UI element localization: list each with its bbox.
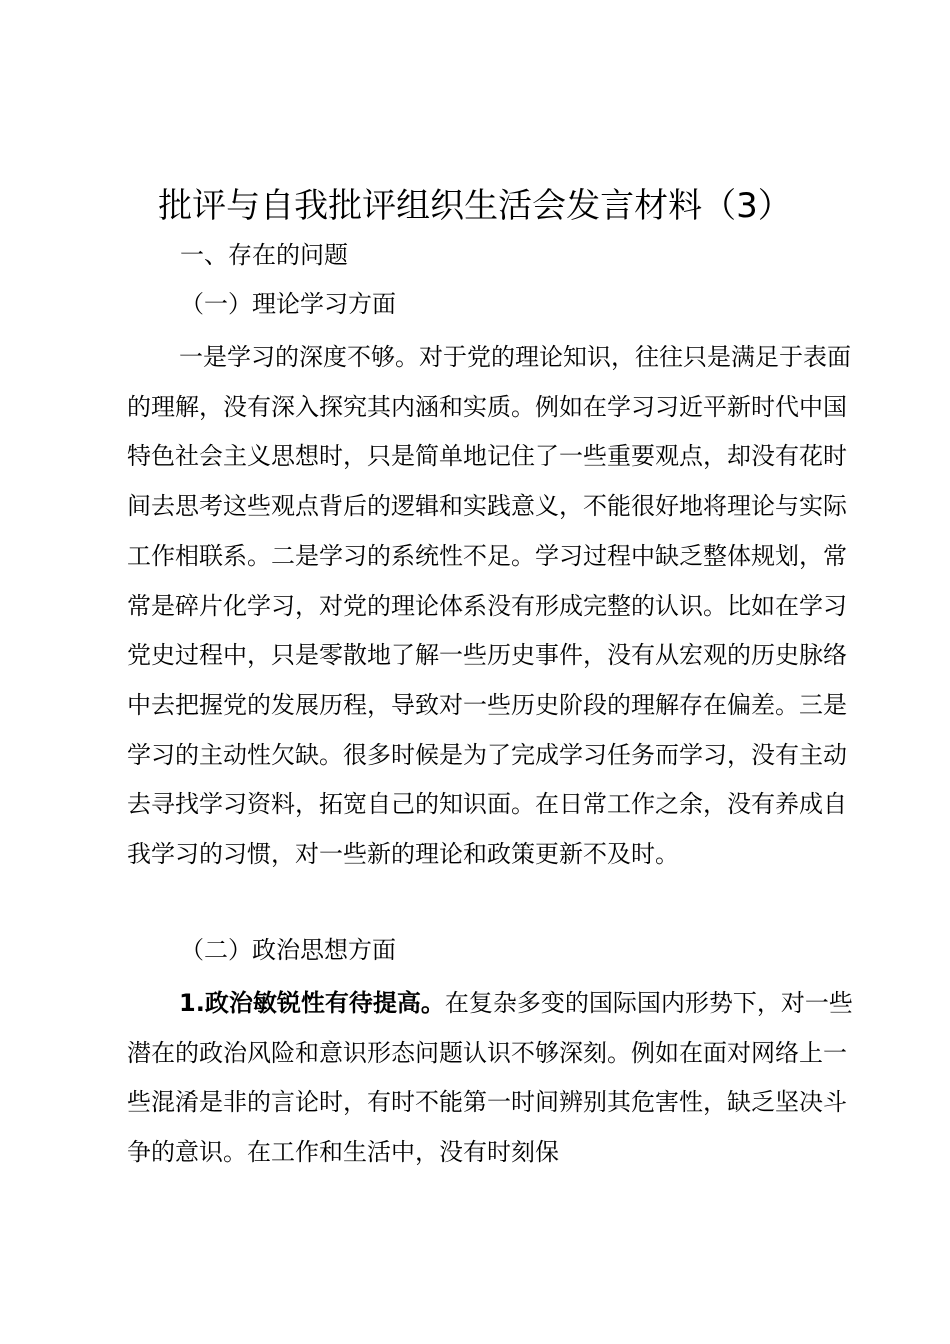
paragraph-bold-lead: 1.政治敏锐性有待提高。 — [179, 989, 445, 1017]
subsection-heading-politics: （二）政治思想方面 — [180, 936, 396, 964]
paragraph-theory-study: 一是学习的深度不够。对于党的理论知识，往往只是满足于表面的理解，没有深入探究其内涵和实质。例如在学习习近平新时代中国特色社会主义思想时，只是简单地记住了一些重要观点，却没有花时间去思考这些观点背后的逻辑和实践意义，不能很好地将理论与实际工作相联系。二是学习的系统性不足。学习过程中缺乏整体规划，常常是碎片化学习，对党的理论体系没有形成完整的认识。比如在学习党史过程中，只是零散地了解一些历史事件，没有从宏观的历史脉络中去把握党的发展历程，导致对一些历史阶段的理解存在偏差。三是学习的主动性欠缺。很多时候是为了完成学习任务而学习，没有主动去寻找学习资料，拓宽自己的知识面。在日常工作之余，没有养成自我学习的习惯，对一些新的理论和政策更新不及时。 — [127, 343, 851, 869]
section-heading-problems: 一、存在的问题 — [180, 241, 348, 269]
paragraph-political-thought — [127, 979, 853, 1178]
document-title: 批评与自我批评组织生活会发言材料（3） — [158, 186, 792, 226]
paragraph-body-text: 在复杂多变的国际国内形势下，对一些潜在的政治风险和意识形态问题认识不够深刻。例如在面对网络上一些混淆是非的言论时，有时不能第一时间辨别其危害性，缺乏坚决斗争的意识。在工作和生活中，没有时刻保 — [127, 989, 853, 1167]
subsection-heading-theory: （一）理论学习方面 — [180, 290, 396, 318]
